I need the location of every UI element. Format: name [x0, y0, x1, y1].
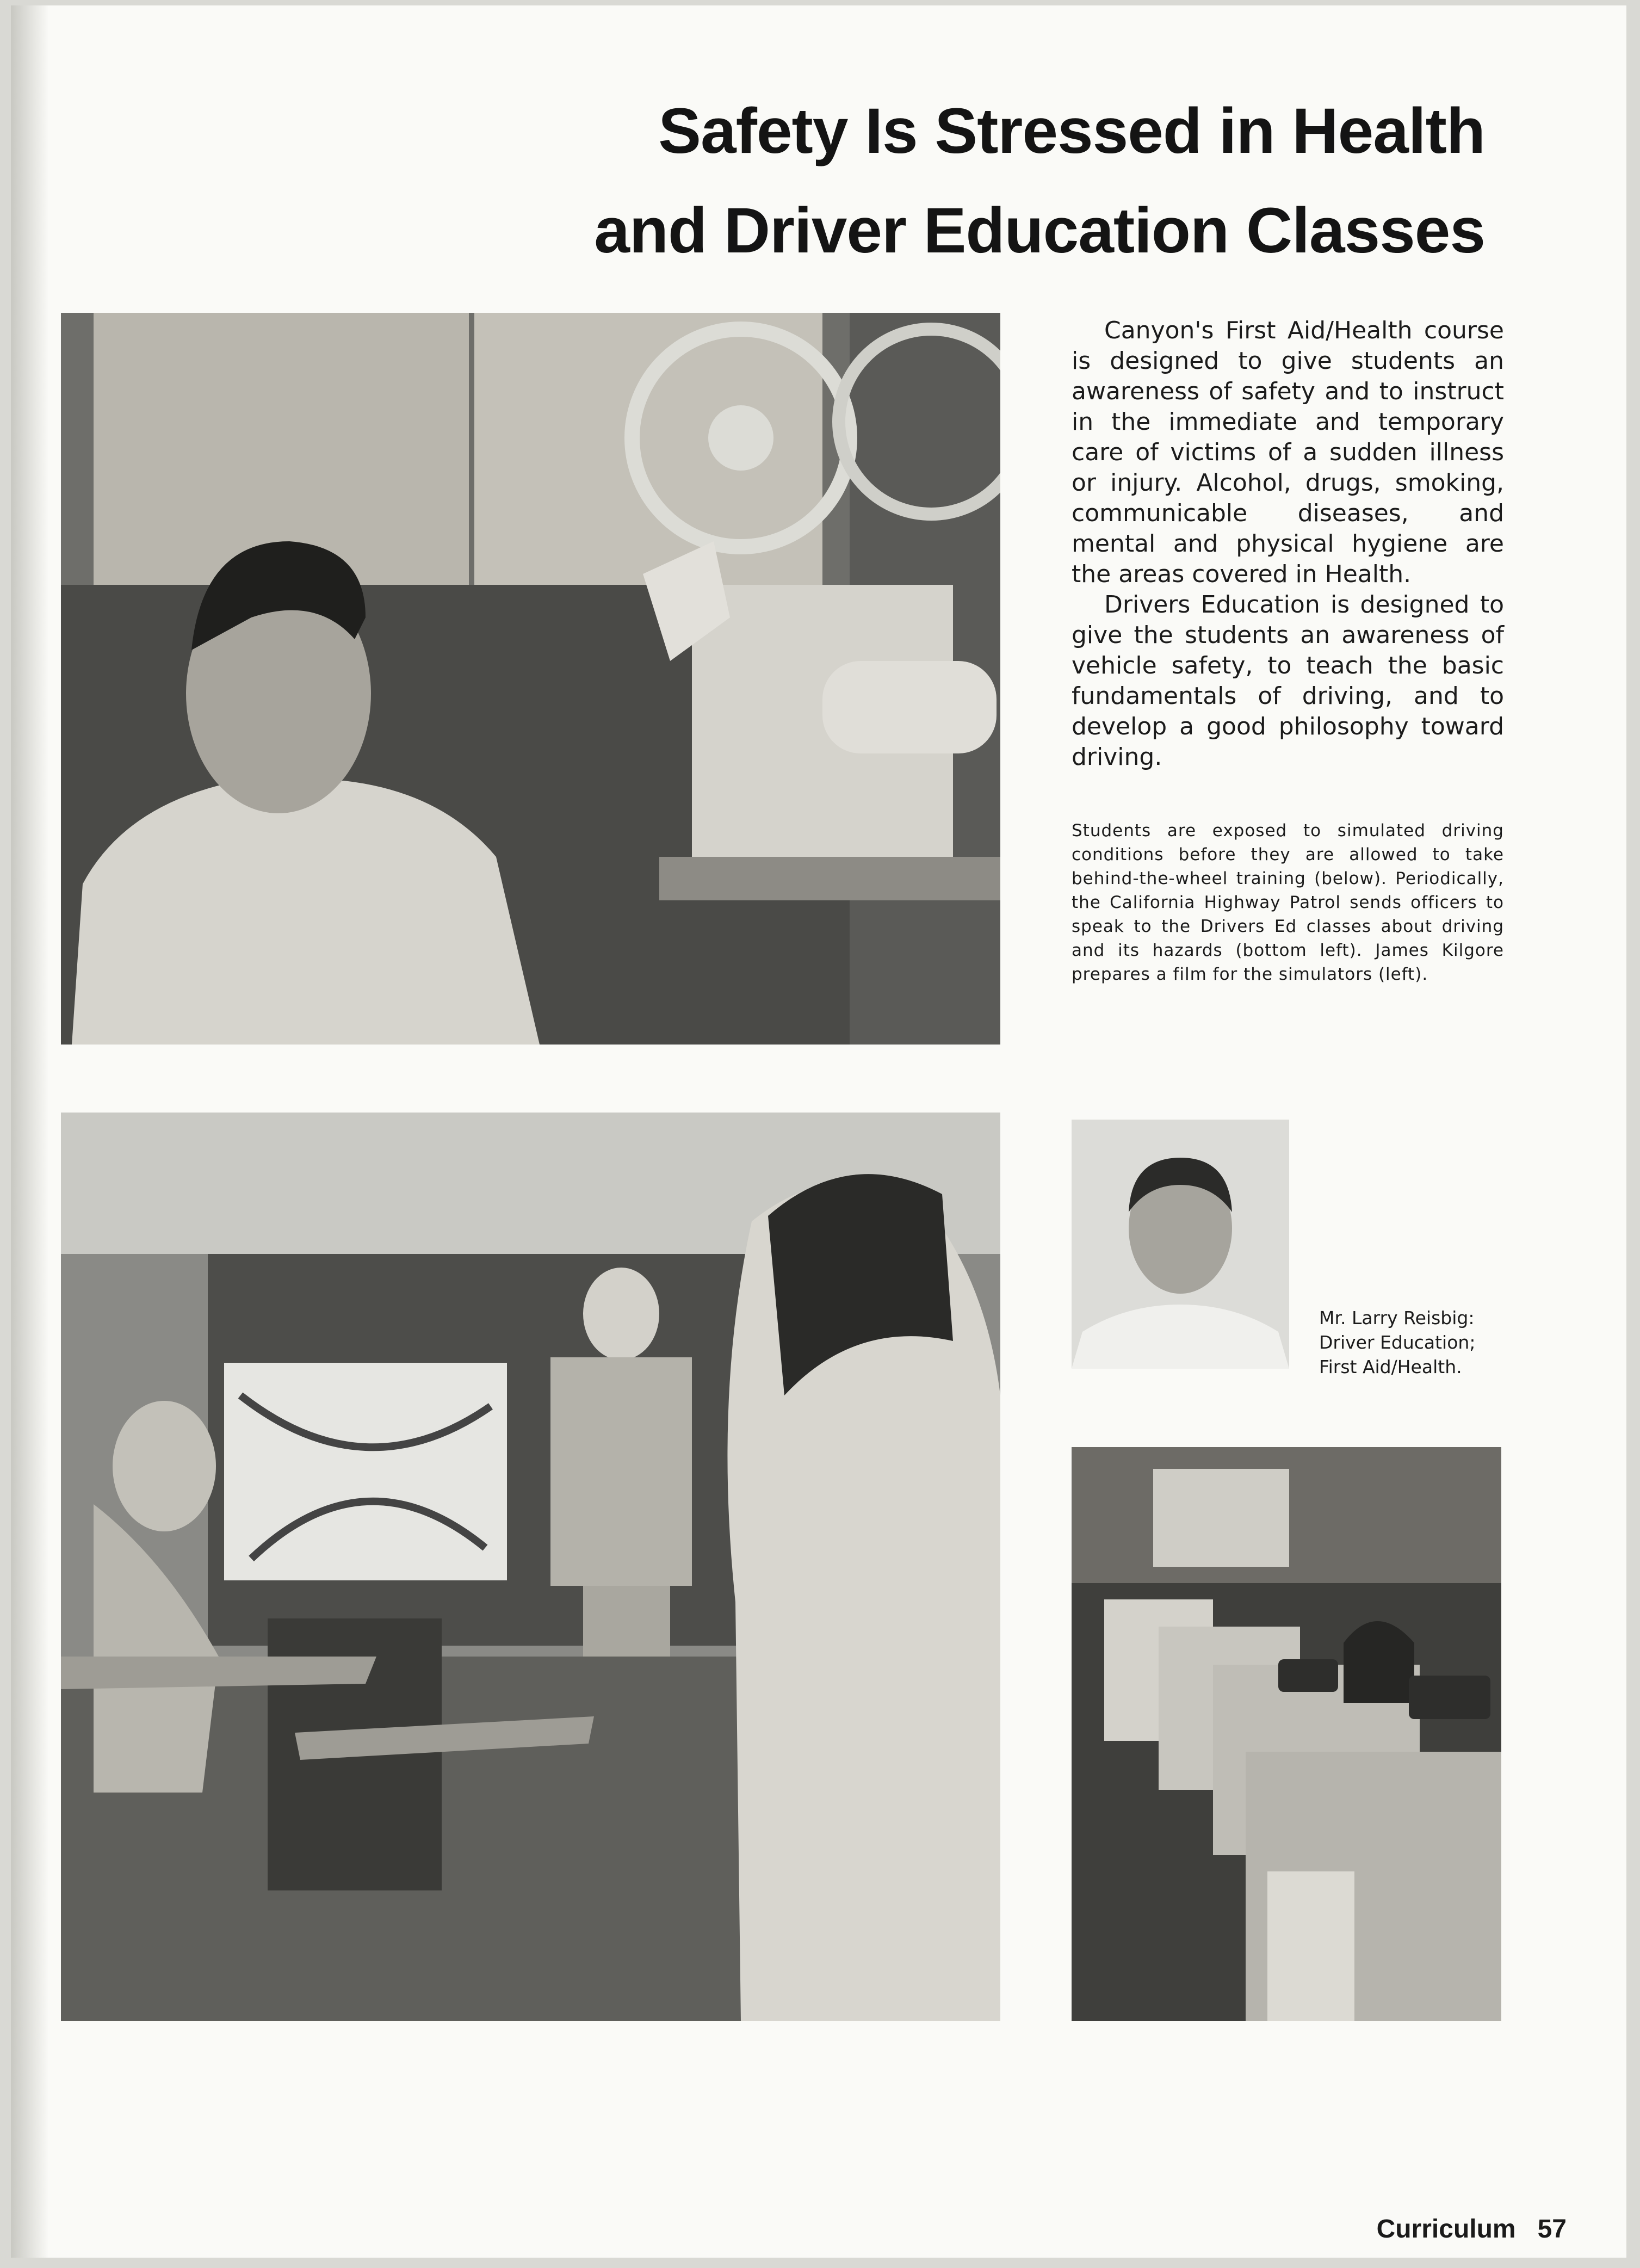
page-number: 57	[1537, 2215, 1567, 2244]
section-label: Curriculum	[1376, 2215, 1516, 2244]
photo-projector	[61, 313, 1000, 1045]
photo-portrait	[1072, 1120, 1289, 1369]
teacher-role-1: Driver Education;	[1319, 1332, 1476, 1353]
portrait-caption	[1319, 1306, 1504, 1379]
photo-caption: Students are exposed to simulated driving conditions before they are allowed to take behind-the-wheel training (below). Periodically, the California Highway Patrol sends officers to speak to the Drivers Ed classes about driving and its hazards (bottom left). James Kilgore prepares a film for the simulators (left).	[1072, 821, 1504, 984]
page-footer	[1377, 2214, 1567, 2244]
title-line-1: Safety Is Stressed in Health	[658, 95, 1485, 167]
teacher-name: Mr. Larry Reisbig:	[1319, 1307, 1475, 1328]
photo-highway-patrol	[61, 1113, 1000, 2021]
teacher-role-2: First Aid/Health.	[1319, 1356, 1462, 1377]
photo-driving-simulators	[1072, 1447, 1501, 2021]
article-body	[1072, 316, 1504, 773]
article-paragraph-2: Drivers Education is designed to give the students an awareness of vehicle safety, to teach the basic fundamentals of driving, and to develop a good philosophy toward driving.	[1072, 591, 1504, 771]
article-paragraph-1: Canyon's First Aid/Health course is designed to give students an awareness of safety and to instruct in the immediate and temporary care of victims of a sudden illness or injury. Alcohol, drugs, smoking, communicable diseases, and mental and physical hygiene are the areas covered in Health.	[1072, 317, 1504, 588]
binding-gutter	[11, 5, 49, 2258]
title-line-2: and Driver Education Classes	[594, 194, 1485, 267]
page-title	[451, 82, 1485, 281]
yearbook-page	[11, 5, 1626, 2258]
